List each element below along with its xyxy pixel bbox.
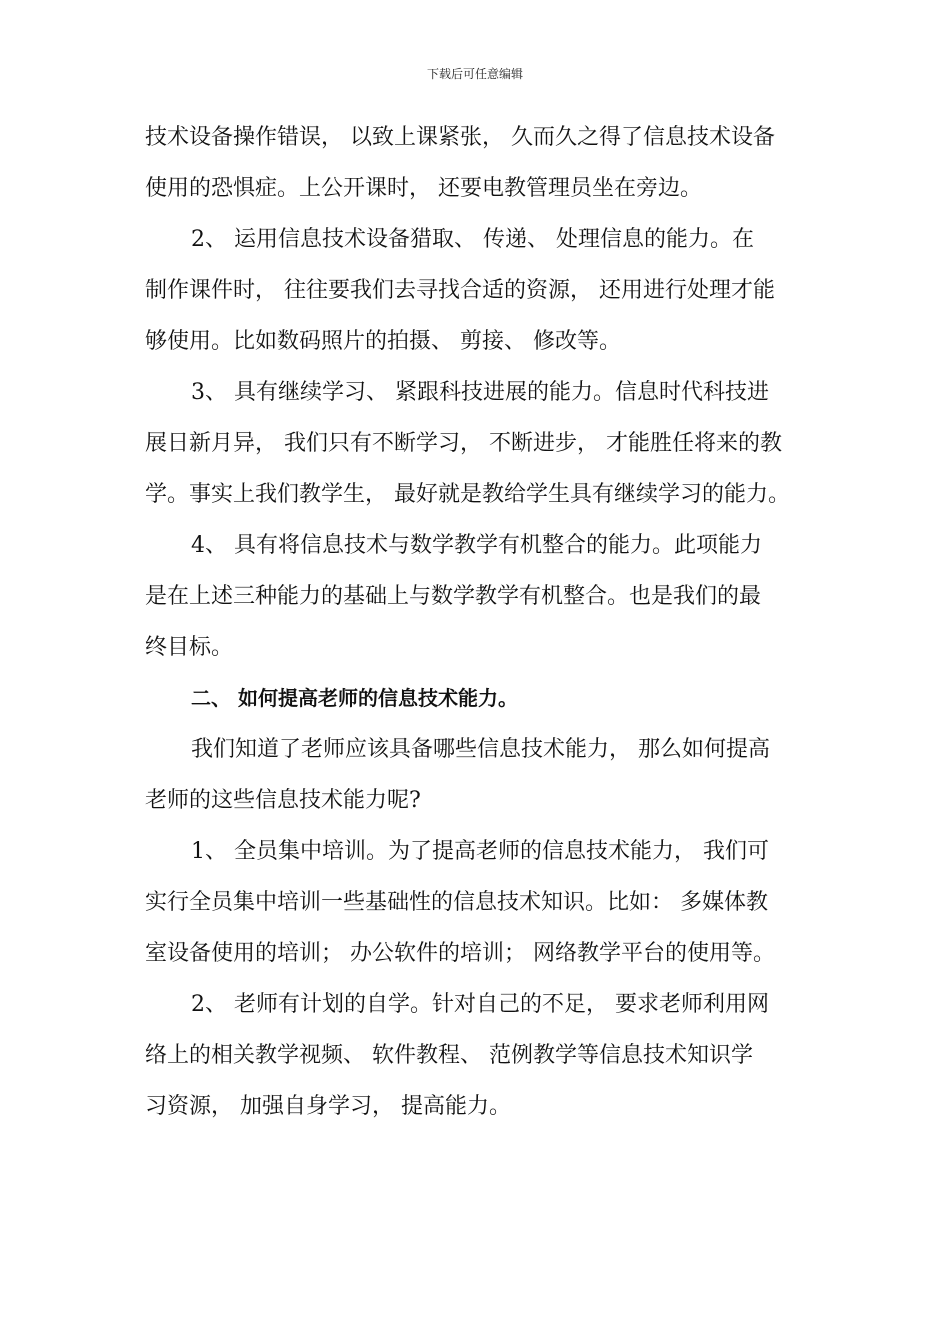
text-line: 4、 具有将信息技术与数学教学有机整合的能力。此项能力 (191, 533, 762, 558)
text-line: 3、 具有继续学习、 紧跟科技进展的能力。信息时代科技进 (191, 380, 769, 405)
section-heading: 二、 如何提高老师的信息技术能力。 (191, 686, 518, 710)
text-line: 我们知道了老师应该具备哪些信息技术能力， 那么如何提高 (191, 737, 770, 762)
text-line: 室设备使用的培训； 办公软件的培训； 网络教学平台的使用等。 (145, 941, 775, 966)
text-line: 展日新月异， 我们只有不断学习， 不断进步， 才能胜任将来的教 (145, 431, 782, 456)
text-line: 1、 全员集中培训。为了提高老师的信息技术能力， 我们可 (191, 839, 769, 864)
text-line: 是在上述三种能力的基础上与数学教学有机整合。也是我们的最 (145, 584, 762, 609)
page-header-note: 下载后可任意编辑 (426, 67, 523, 81)
text-line: 络上的相关教学视频、 软件教程、 范例教学等信息技术知识学 (145, 1043, 753, 1068)
text-line: 够使用。比如数码照片的拍摄、 剪接、 修改等。 (145, 329, 621, 354)
text-line: 终目标。 (145, 635, 234, 660)
text-line: 学。事实上我们教学生， 最好就是教给学生具有继续学习的能力。 (145, 482, 790, 507)
text-line: 2、 老师有计划的自学。针对自己的不足， 要求老师利用网 (191, 992, 769, 1017)
document-body (145, 112, 810, 1132)
text-line: 老师的这些信息技术能力呢? (145, 788, 421, 813)
text-line: 习资源， 加强自身学习， 提高能力。 (145, 1094, 511, 1119)
text-line: 2、 运用信息技术设备猎取、 传递、 处理信息的能力。在 (191, 227, 754, 252)
text-line: 技术设备操作错误， 以致上课紧张， 久而久之得了信息技术设备 (145, 125, 775, 150)
text-line: 实行全员集中培训一些基础性的信息技术知识。比如： 多媒体教 (145, 890, 768, 915)
text-line: 使用的恐惧症。上公开课时， 还要电教管理员坐在旁边。 (145, 176, 702, 201)
text-line: 制作课件时， 往往要我们去寻找合适的资源， 还用进行处理才能 (145, 278, 775, 303)
